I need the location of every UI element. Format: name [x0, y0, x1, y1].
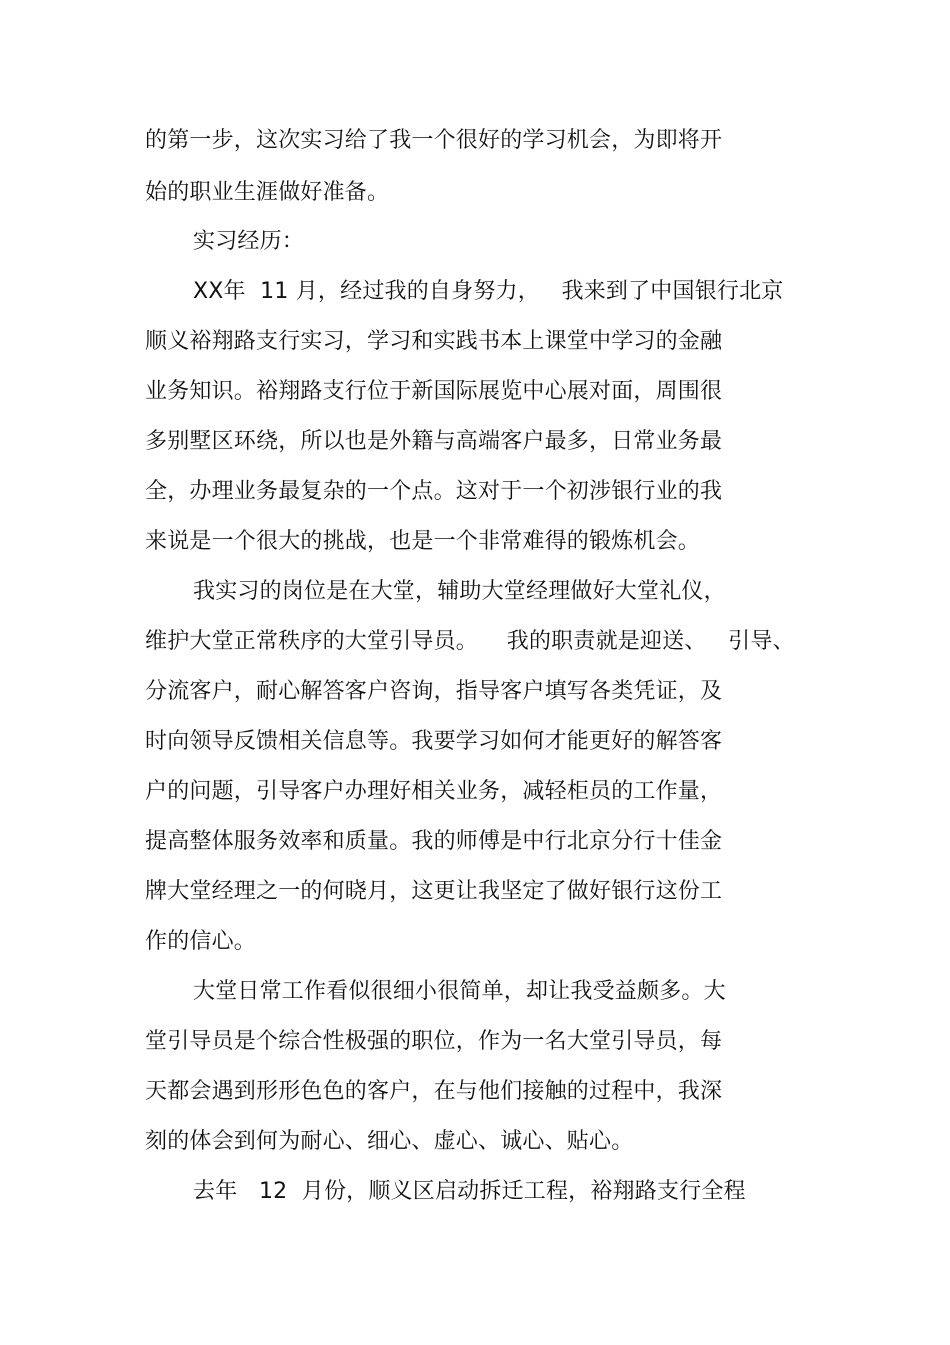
paragraph-first-line: XX年 11 月，经过我的自身努力， 我来到了中国银行北京 — [193, 279, 784, 304]
text-line: 牌大堂经理之一的何晓月，这更让我坚定了做好银行这份工 — [145, 879, 723, 904]
text-line: 提高整体服务效率和质量。我的师傅是中行北京分行十佳金 — [145, 829, 723, 854]
text-line: 业务知识。裕翔路支行位于新国际展览中心展对面，周围很 — [145, 379, 723, 404]
text-line: 刻的体会到何为耐心、细心、虚心、诚心、贴心。 — [145, 1129, 634, 1154]
text-line: 全，办理业务最复杂的一个点。这对于一个初涉银行业的我 — [145, 479, 723, 504]
text-line: 天都会遇到形形色色的客户，在与他们接触的过程中，我深 — [145, 1079, 723, 1104]
text-line: 户的问题，引导客户办理好相关业务，减轻柜员的工作量， — [145, 779, 723, 804]
section-heading: 实习经历： — [193, 229, 305, 254]
text-line: 时向领导反馈相关信息等。我要学习如何才能更好的解答客 — [145, 729, 723, 754]
text-line: 始的职业生涯做好准备。 — [145, 180, 390, 205]
paragraph-first-line: 大堂日常工作看似很细小很简单，却让我受益颇多。大 — [193, 979, 726, 1004]
text-line: 分流客户，耐心解答客户咨询，指导客户填写各类凭证，及 — [145, 679, 723, 704]
text-line: 多别墅区环绕，所以也是外籍与高端客户最多，日常业务最 — [145, 429, 723, 454]
text-line: 来说是一个很大的挑战，也是一个非常难得的锻炼机会。 — [145, 529, 701, 554]
paragraph-first-line: 我实习的岗位是在大堂，辅助大堂经理做好大堂礼仪， — [193, 579, 726, 604]
text-line: 的第一步，这次实习给了我一个很好的学习机会，为即将开 — [145, 128, 723, 153]
text-line: 堂引导员是个综合性极强的职位，作为一名大堂引导员，每 — [145, 1029, 723, 1054]
text-line: 维护大堂正常秩序的大堂引导员。 我的职责就是迎送、 引导、 — [145, 629, 795, 654]
text-line: 顺义裕翔路支行实习，学习和实践书本上课堂中学习的金融 — [145, 329, 723, 354]
text-line: 作的信心。 — [145, 929, 257, 954]
paragraph-first-line: 去年 12 月份，顺义区启动拆迁工程，裕翔路支行全程 — [193, 1179, 746, 1204]
